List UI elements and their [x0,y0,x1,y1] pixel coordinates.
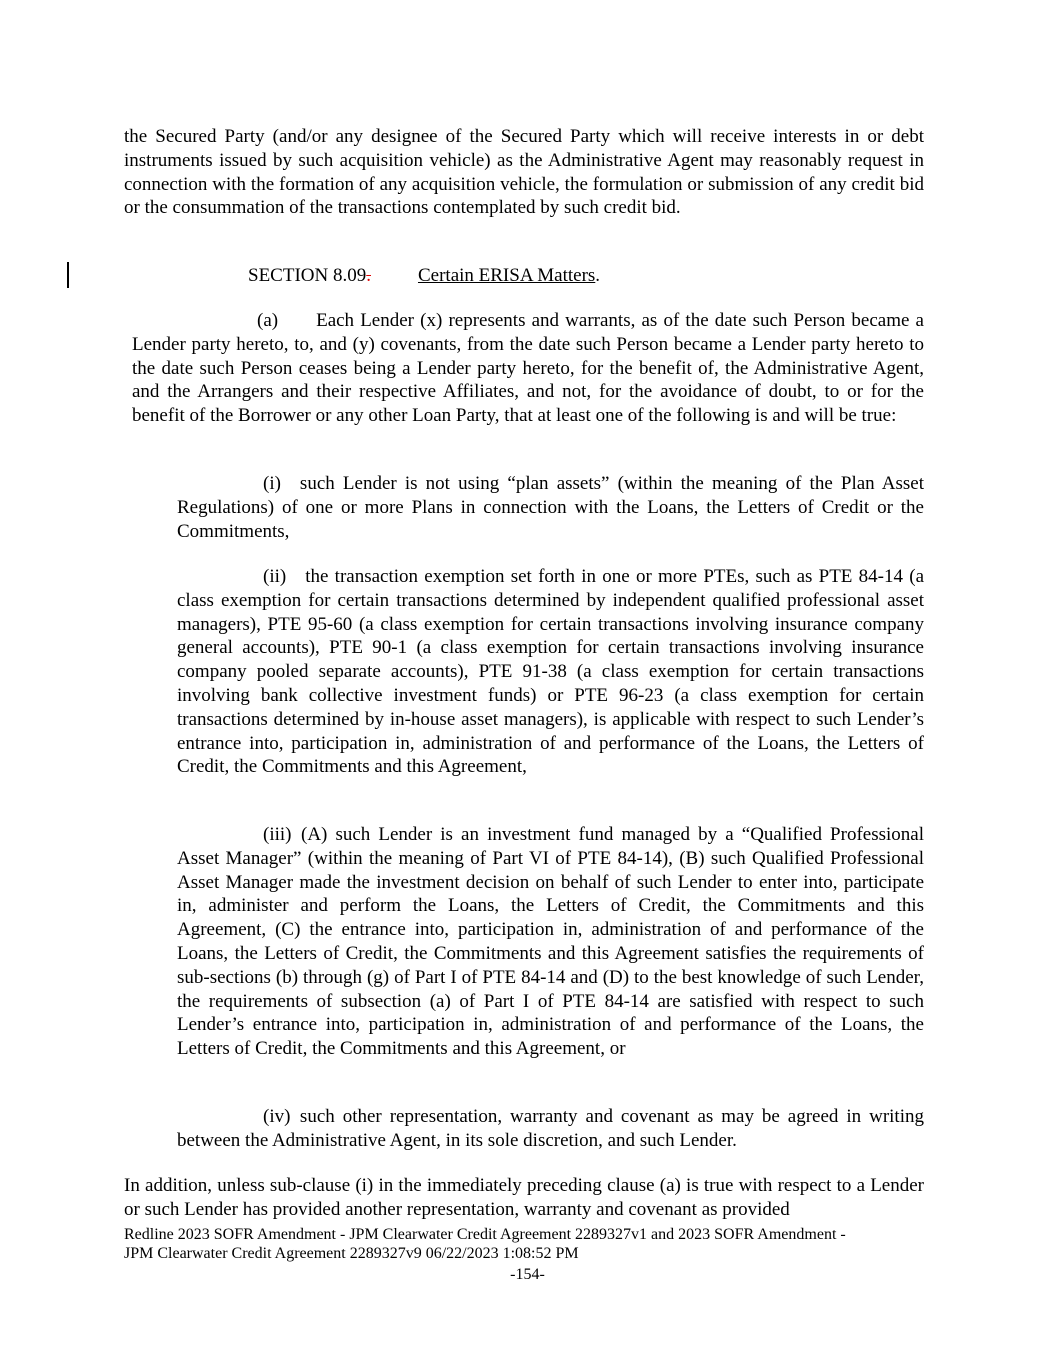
deleted-period: . [366,265,371,286]
intro-paragraph: the Secured Party (and/or any designee of the Secured Party which will receive interests in or debt instruments issued by such acquisition vehicle) as the Administrative Agent may reasonably request in connection with the formation of any acquisition vehicle, the formulation or submission of any credit bid or the consummation of the transactions contemplated by such credit bid. [124,126,924,219]
sub-clause-ii: (ii) the transaction exemption set forth in one or more PTEs, such as PTE 84-14 (a class exemption for certain transactions determined by independent qualified professional asset managers), PTE 95-60 (a class exemption for certain transactions involving insurance company general accounts), PTE 90-1 (a class exemption for certain transactions involving insurance company pooled separate accounts), PTE 91-38 (a class exemption for certain transactions involving bank collective investment funds) or PTE 96-23 (a class exemption for certain transactions determined by in-house asset managers), is applicable with respect to such Lender’s entrance into, participation in, administration of and performance of the Loans, the Letters of Credit, the Commitments and this Agreement, [177,566,924,778]
section-title-period: . [595,265,601,286]
footer-line-2: JPM Clearwater Credit Agreement 2289327v9 06/22/2023 1:08:52 PM [124,1245,579,1262]
clause-a-paragraph: (a) Each Lender (x) represents and warrants, as of the date such Person became a Lender party hereto, to, and (y) covenants, from the date such Person became a Lender party hereto to the date such Person ceases being a Lender party hereto, for the benefit of, the Administrative Agent, and the Arrangers and their respective Affiliates, and not, for the avoidance of doubt, to or for the benefit of the Borrower or any other Loan Party, that at least one of the following is and will be true: [132,310,924,427]
sub-clause-iii: (iii) (A) such Lender is an investment fund managed by a “Qualified Professional Asset Manager” (within the meaning of Part VI of PTE 84-14), (B) such Qualified Professional Asset Manager made the investment decision on behalf of such Lender to enter into, participate in, administer and perform the Loans, the Letters of Credit, the Commitments and this Agreement, (C) the entrance into, participation in, administration of and performance of the Loans, the Letters of Credit, the Commitments and this Agreement satisfies the requirements of sub-sections (b) through (g) of Part I of PTE 84-14 and (D) to the best knowledge of such Lender, the requirements of subsection (a) of Part I of PTE 84-14 are satisfied with respect to such Lender’s entrance into, participation in, administration of and performance of the Loans, the Letters of Credit, the Commitments and this Agreement, or [177,824,924,1060]
section-title: Certain ERISA Matters [417,265,596,286]
redline-change-bar [67,262,69,288]
sub-clause-iv: (iv) such other representation, warranty and covenant as may be agreed in writing between the Administrative Agent, in its sole discretion, and such Lender. [177,1106,924,1151]
redline-footer [124,1225,924,1263]
addition-paragraph: In addition, unless sub-clause (i) in the immediately preceding clause (a) is true with respect to a Lender or such Lender has provided another representation, warranty and covenant as provided [124,1175,924,1220]
sub-clause-i: (i) such Lender is not using “plan assets” (within the meaning of the Plan Asset Regulations) of one or more Plans in connection with the Loans, the Letters of Credit or the Commitments, [177,473,924,542]
section-number: SECTION 8.09 [248,265,367,286]
section-heading [248,264,600,288]
page-number: -154- [510,1266,545,1283]
footer-line-1: Redline 2023 SOFR Amendment - JPM Clearwater Credit Agreement 2289327v1 and 2023 SOFR Amendment - [124,1226,846,1243]
